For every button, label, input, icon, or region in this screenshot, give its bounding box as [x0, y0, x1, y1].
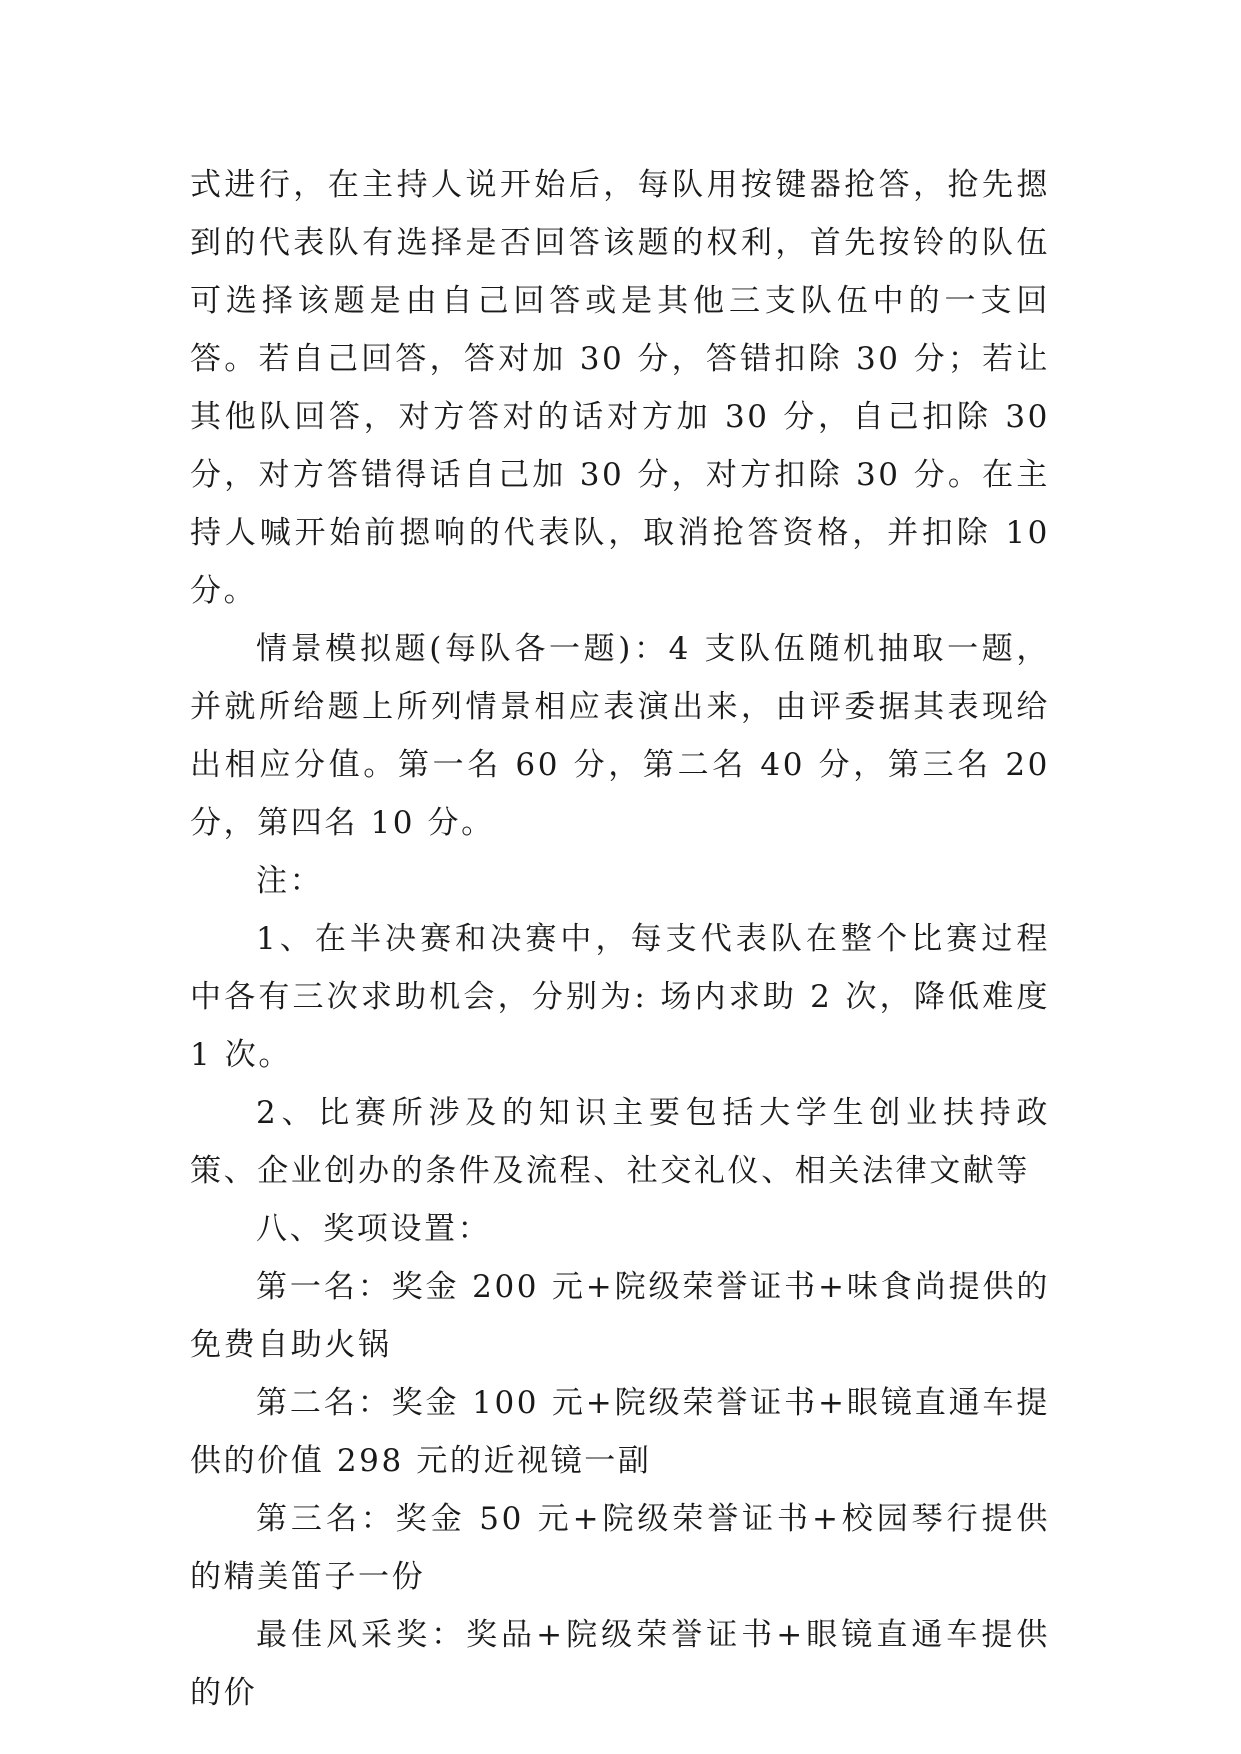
section-heading-awards: 八、奖项设置：	[256, 1211, 492, 1247]
paragraph-note-heading: 注：	[256, 863, 324, 899]
award-best-style: 最佳风采奖：奖品+院级荣誉证书+眼镜直通车提供的价	[190, 1617, 1050, 1711]
paragraph-note-1: 1、在半决赛和决赛中，每支代表队在整个比赛过程中各有三次求助机会，分别为: 场内求助 2 次，降低难度 1 次。	[190, 921, 1050, 1073]
paragraph-quick-answer-rules: 式进行，在主持人说开始后，每队用按键器抢答，抢先摁到的代表队有选择是否回答该题的权利，首先按铃的队伍可选择该题是由自己回答或是其他三支队伍中的一支回答。若自己回答，答对加 30 分，答错扣除 30 分；若让其他队回答，对方答对的话对方加 30 分，自己扣除 30 分，对方答错得话自己加 30 分，对方扣除 30 分。在主持人喊开始前摁响的代表队，取消抢答资格，并扣除 10 分。	[190, 167, 1050, 609]
paragraph-scenario-simulation: 情景模拟题(每队各一题)：4 支队伍随机抽取一题，并就所给题上所列情景相应表演出来，由评委据其表现给出相应分值。第一名 60 分，第二名 40 分，第三名 20 分，第四名 10 分。	[190, 631, 1050, 841]
document-body	[190, 156, 1050, 1722]
award-second-place: 第二名：奖金 100 元+院级荣誉证书+眼镜直通车提供的价值 298 元的近视镜一副	[190, 1385, 1050, 1479]
award-first-place: 第一名：奖金 200 元+院级荣誉证书+味食尚提供的免费自助火锅	[190, 1269, 1050, 1363]
paragraph-note-2: 2、比赛所涉及的知识主要包括大学生创业扶持政策、企业创办的条件及流程、社交礼仪、相关法律文献等	[190, 1095, 1050, 1189]
award-third-place: 第三名：奖金 50 元+院级荣誉证书+校园琴行提供的精美笛子一份	[190, 1501, 1050, 1595]
